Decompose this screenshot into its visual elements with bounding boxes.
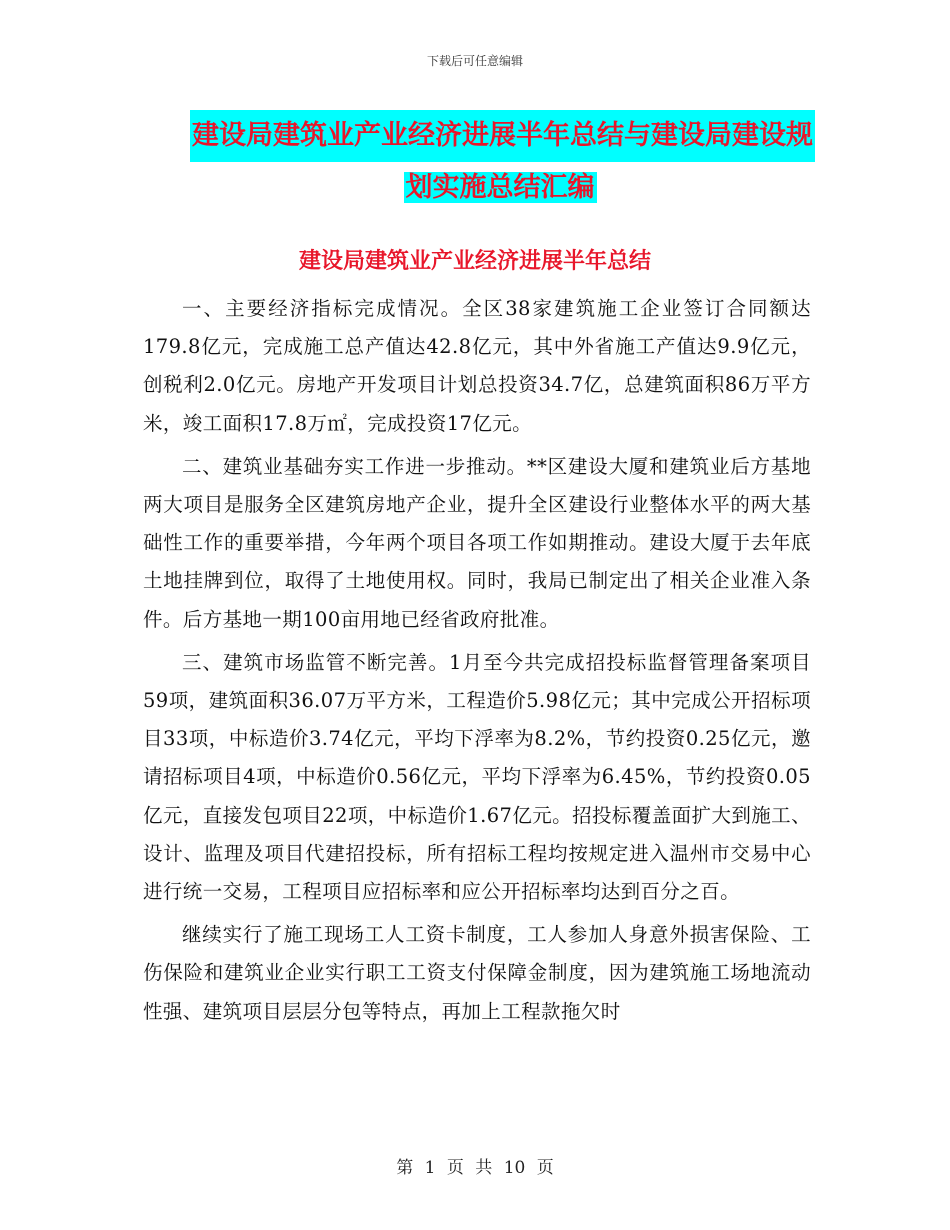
document-body	[143, 290, 811, 1036]
document-title-line-2-wrapper	[190, 162, 810, 214]
paragraph-3: 三、建筑市场监管不断完善。1月至今共完成招投标监督管理备案项目59项，建筑面积36.07万平方米，工程造价5.98亿元；其中完成公开招标项目33项，中标造价3.74亿元，平均下浮率为8.2%，节约投资0.25亿元，邀请招标项目4项，中标造价0.56亿元，平均下浮率为6.45%，节约投资0.05亿元，直接发包项目22项，中标造价1.67亿元。招投标覆盖面扩大到施工、设计、监理及项目代建招投标，所有招标工程均按规定进入温州市交易中心进行统一交易，工程项目应招标率和应公开招标率均达到百分之百。	[143, 650, 811, 904]
document-title-line-1: 建设局建筑业产业经济进展半年总结与建设局建设规	[190, 110, 815, 162]
page-number-footer: 第 1 页 共 10 页	[396, 1158, 554, 1178]
document-title-line-2: 划实施总结汇编	[405, 172, 595, 203]
paragraph-4: 继续实行了施工现场工人工资卡制度，工人参加人身意外损害保险、工伤保险和建筑业企业实行职工工资支付保障金制度，因为建筑施工场地流动性强、建筑项目层层分包等特点，再加上工程款拖欠时	[143, 923, 811, 1023]
page-header-note: 下载后可任意编辑	[426, 54, 523, 68]
paragraph-1: 一、主要经济指标完成情况。全区38家建筑施工企业签订合同额达179.8亿元，完成施工总产值达42.8亿元，其中外省施工产值达9.9亿元，创税利2.0亿元。房地产开发项目计划总投资34.7亿，总建筑面积86万平方米，竣工面积17.8万㎡，完成投资17亿元。	[143, 297, 811, 435]
section-title: 建设局建筑业产业经济进展半年总结	[298, 249, 651, 274]
paragraph-2: 二、建筑业基础夯实工作进一步推动。**区建设大厦和建筑业后方基地两大项目是服务全区建筑房地产企业，提升全区建设行业整体水平的两大基础性工作的重要举措，今年两个项目各项工作如期推动。建设大厦于去年底土地挂牌到位，取得了土地使用权。同时，我局已制定出了相关企业准入条件。后方基地一期100亩用地已经省政府批准。	[143, 454, 811, 631]
document-title	[190, 110, 813, 214]
